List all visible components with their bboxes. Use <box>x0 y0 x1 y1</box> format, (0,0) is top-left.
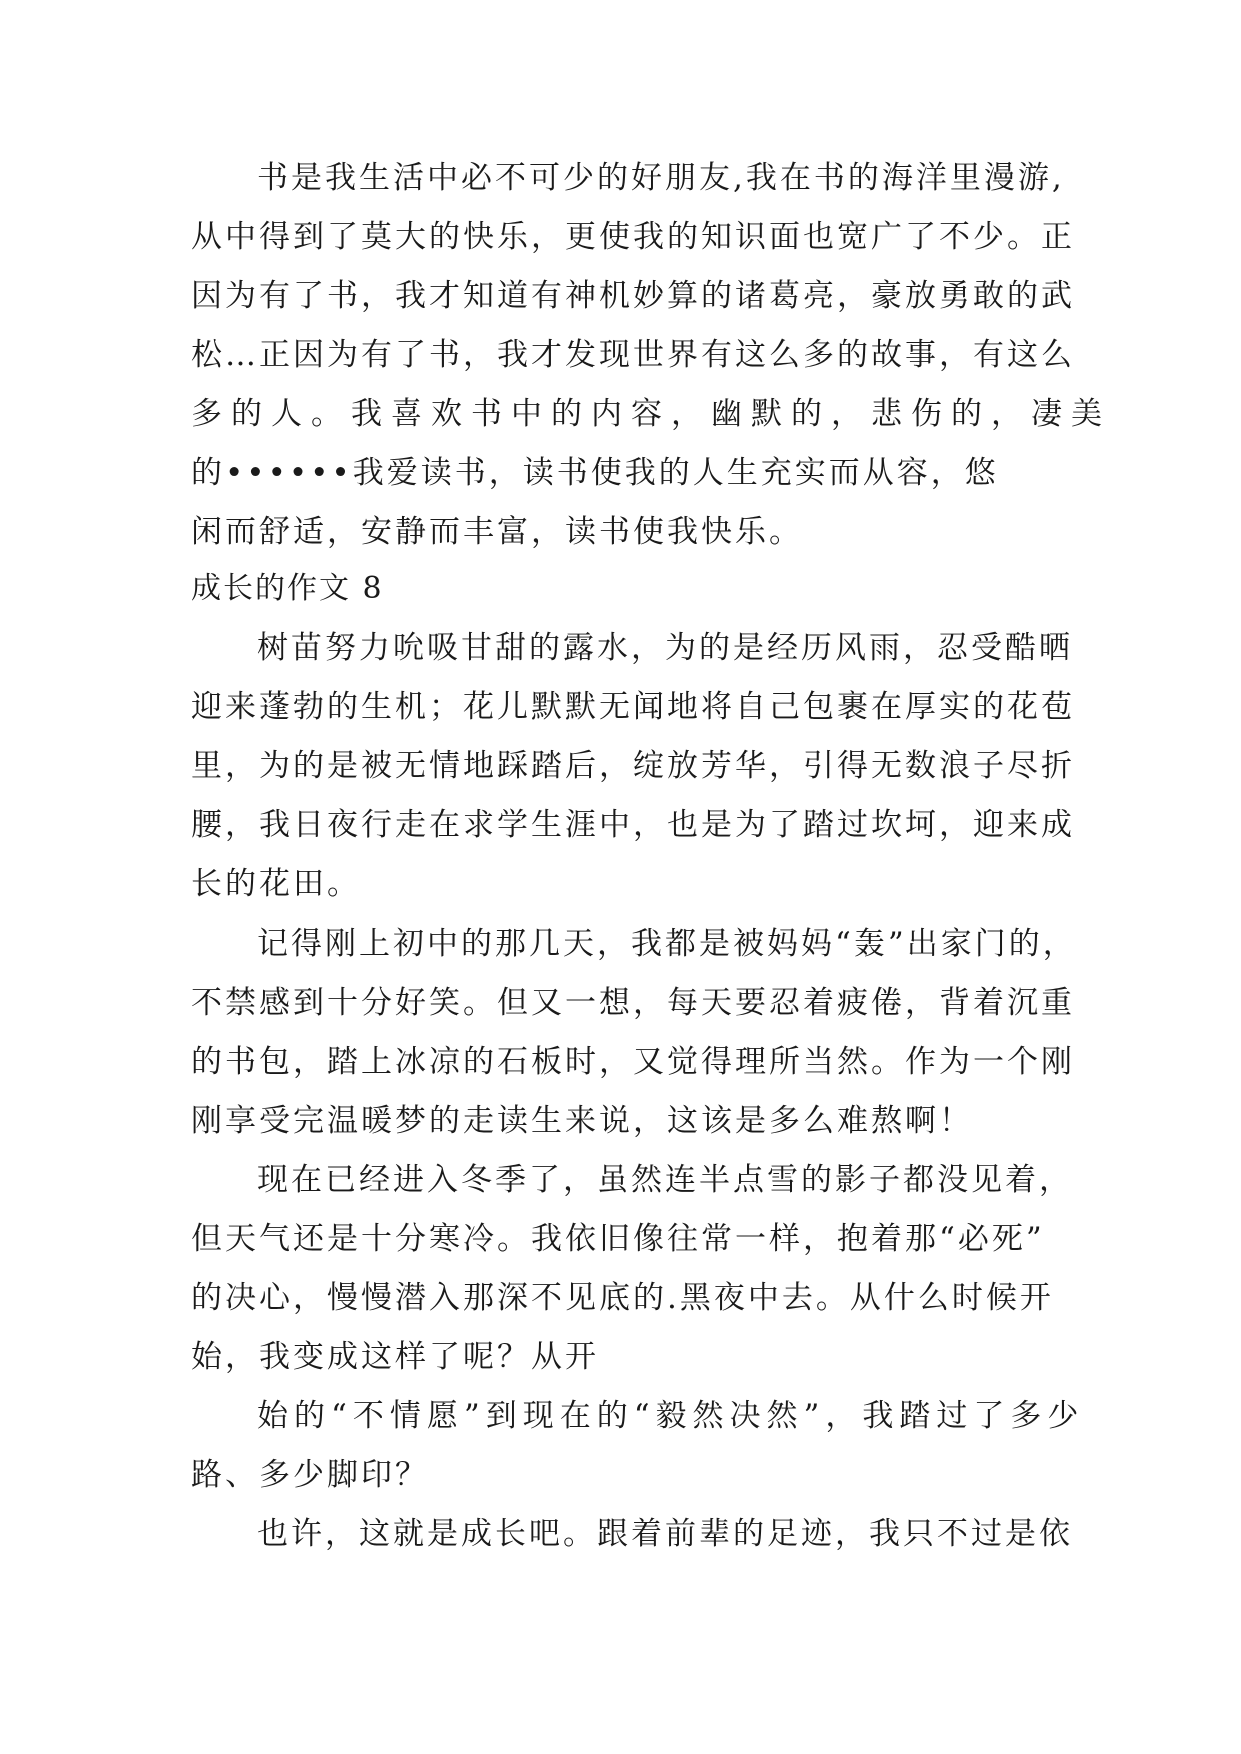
paragraph-line: 记得刚上初中的那几天，我都是被妈妈“轰”出家门的， <box>257 926 1077 962</box>
paragraph-line: 的书包，踏上冰凉的石板时，又觉得理所当然。作为一个刚 <box>191 1044 1075 1080</box>
paragraph-line: 松…正因为有了书，我才发现世界有这么多的故事，有这么 <box>191 337 1075 373</box>
paragraph-line: 但天气还是十分寒冷。我依旧像往常一样，抱着那“必死” <box>191 1221 1045 1257</box>
paragraph-line: 不禁感到十分好笑。但又一想，每天要忍着疲倦，背着沉重 <box>191 985 1075 1021</box>
paragraph-line: 树苗努力吮吸甘甜的露水，为的是经历风雨，忍受酷晒 <box>257 630 1073 666</box>
paragraph-line: 书是我生活中必不可少的好朋友,我在书的海洋里漫游, <box>257 160 1065 196</box>
paragraph-line: 腰，我日夜行走在求学生涯中，也是为了踏过坎坷，迎来成 <box>191 807 1075 843</box>
paragraph-line: 多的人。我喜欢书中的内容，幽默的，悲伤的，凄美 <box>191 396 1111 432</box>
paragraph-line: 的••••••我爱读书，读书使我的人生充实而从容，悠 <box>191 455 999 491</box>
paragraph-line: 因为有了书，我才知道有神机妙算的诸葛亮，豪放勇敢的武 <box>191 278 1075 314</box>
paragraph-line: 从中得到了莫大的快乐，更使我的知识面也宽广了不少。正 <box>191 219 1075 255</box>
paragraph-line: 刚享受完温暖梦的走读生来说，这该是多么难熬啊！ <box>191 1103 973 1139</box>
paragraph-line: 长的花田。 <box>191 866 361 902</box>
paragraph-line: 现在已经进入冬季了，虽然连半点雪的影子都没见着， <box>257 1162 1073 1198</box>
paragraph-line: 路、多少脚印？ <box>191 1457 429 1493</box>
paragraph-line: 里，为的是被无情地踩踏后，绽放芳华，引得无数浪子尽折 <box>191 748 1075 784</box>
paragraph-line: 的决心，慢慢潜入那深不见底的.黑夜中去。从什么时候开 <box>191 1280 1054 1316</box>
paragraph-line: 始，我变成这样了呢？从开 <box>191 1339 599 1375</box>
paragraph-line: 也许，这就是成长吧。跟着前辈的足迹，我只不过是依 <box>257 1516 1073 1552</box>
paragraph-line: 迎来蓬勃的生机；花儿默默无闻地将自己包裹在厚实的花苞 <box>191 689 1075 725</box>
section-heading: 成长的作文 8 <box>191 571 384 606</box>
paragraph-line: 始的“不情愿”到现在的“毅然决然”，我踏过了多少 <box>257 1398 1085 1434</box>
paragraph-line: 闲而舒适，安静而丰富，读书使我快乐。 <box>191 514 803 550</box>
